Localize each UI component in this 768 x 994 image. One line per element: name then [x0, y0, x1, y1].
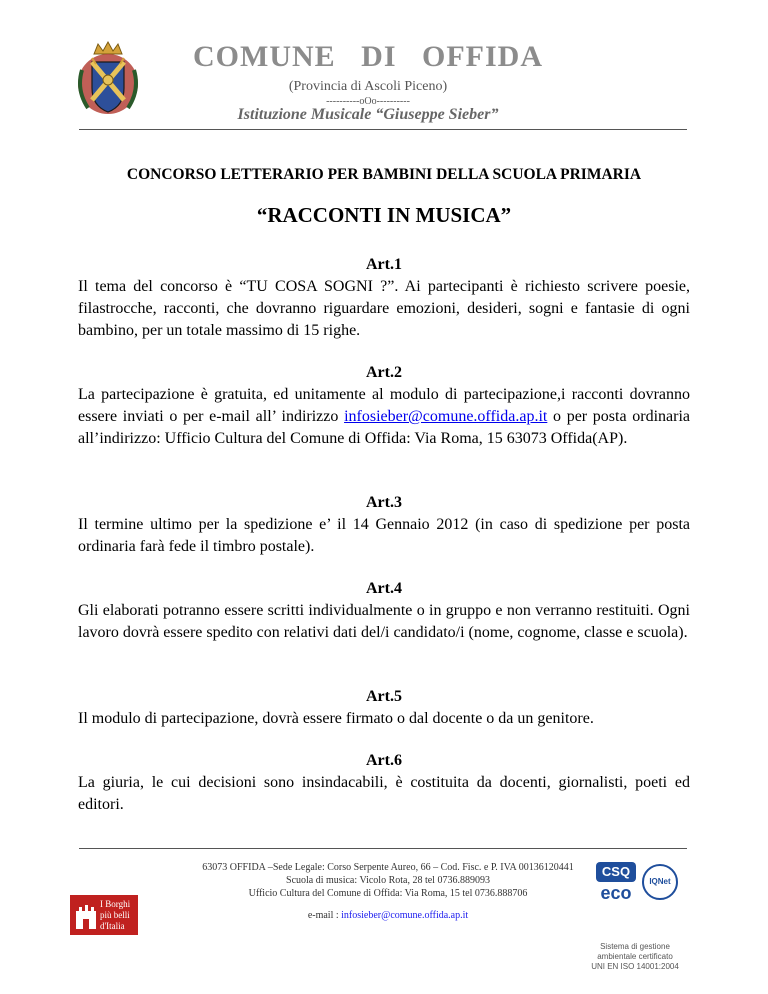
article-text: Il modulo di partecipazione, dovrà essere firmato o dal docente o da un genitore. [78, 710, 594, 727]
certification-line: ambientale certificato [597, 952, 673, 961]
article-text: Il termine ultimo per la spedizione e’ il 14 Gennaio 2012 (in caso di spedizione per posta ordinaria farà fede il timbro postale). [78, 516, 690, 555]
article-text-part: La partecipazione è gratuita, ed unitamente al modulo di partecipazione,i racconti dovranno essere inviati o per e-mail all’ indirizzo [78, 386, 690, 425]
article-1 [78, 254, 690, 342]
article-text: Il tema del concorso è “TU COSA SOGNI ?”. Ai partecipanti è richiesto scrivere poesie, filastrocche, racconti, che dovranno riguardare emozioni, desideri, sogni e fantasie di ogni bambino, per un totale massimo di 15 righe. [78, 278, 690, 339]
footer-culture-office: Ufficio Cultura del Comune di Offida: Via Roma, 15 tel 0736.888706 [248, 888, 528, 899]
article-2 [78, 362, 690, 450]
iqnet-badge: IQNet [642, 864, 678, 900]
csq-mark: CSQ [596, 862, 636, 882]
csq-certification-logo [596, 862, 678, 906]
article-label: Art.5 [366, 688, 402, 705]
article-label: Art.6 [366, 752, 402, 769]
contest-heading: CONCORSO LETTERARIO PER BAMBINI DELLA SCUOLA PRIMARIA [126, 166, 642, 183]
article-label: Art.2 [366, 364, 402, 381]
article-label: Art.1 [366, 256, 402, 273]
institution-name: Istituzione Musicale “Giuseppe Sieber” [237, 106, 499, 123]
certification-line: Sistema di gestione [600, 942, 670, 951]
province-subtitle: (Provincia di Ascoli Piceno) [288, 79, 448, 94]
borghi-line: I Borghi [100, 899, 131, 909]
coat-of-arms-icon [76, 40, 140, 122]
borghi-italia-logo [70, 895, 138, 935]
article-3 [78, 492, 690, 558]
article-label: Art.3 [366, 494, 402, 511]
article-4 [78, 578, 690, 644]
castle-icon [74, 901, 98, 931]
municipality-title: COMUNE DI OFFIDA [193, 40, 543, 73]
header-separator: ----------oOo---------- [326, 96, 410, 107]
header-divider [79, 129, 687, 130]
footer-email [150, 910, 626, 921]
footer-email-link[interactable]: infosieber@comune.offida.ap.it [341, 910, 469, 921]
footer-legal-address: 63073 OFFIDA –Sede Legale: Corso Serpente Aureo, 66 – Cod. Fisc. e P. IVA 00136120441 [202, 862, 574, 873]
article-text-part: o per posta ordinaria all’indirizzo: Ufficio Cultura del Comune di Offida: Via Roma, 15 63073 Offida(AP). [78, 408, 691, 447]
contact-email-link[interactable]: infosieber@comune.offida.ap.it [344, 408, 548, 425]
footer-email-label: e-mail : [307, 910, 342, 921]
contest-title: “RACCONTI IN MUSICA” [256, 203, 512, 227]
borghi-line: più belli [100, 910, 130, 920]
borghi-line: d'Italia [100, 921, 125, 931]
article-text [78, 384, 690, 450]
certification-line: UNI EN ISO 14001:2004 [591, 962, 679, 971]
article-6 [78, 750, 690, 816]
eco-mark: eco [600, 883, 632, 903]
article-label: Art.4 [366, 580, 402, 597]
footer-divider [79, 848, 687, 849]
footer-music-school: Scuola di musica: Vicolo Rota, 28 tel 0736.889093 [286, 875, 490, 886]
article-text: La giuria, le cui decisioni sono insindacabili, è costituita da docenti, giornalisti, poeti ed editori. [78, 774, 690, 813]
article-text: Gli elaborati potranno essere scritti individualmente o in gruppo e non verranno restituiti. Ogni lavoro dovrà essere spedito con relativi dati del/i candidato/i (nome, cognome, classe e scuola). [78, 602, 690, 641]
article-5 [78, 686, 690, 730]
